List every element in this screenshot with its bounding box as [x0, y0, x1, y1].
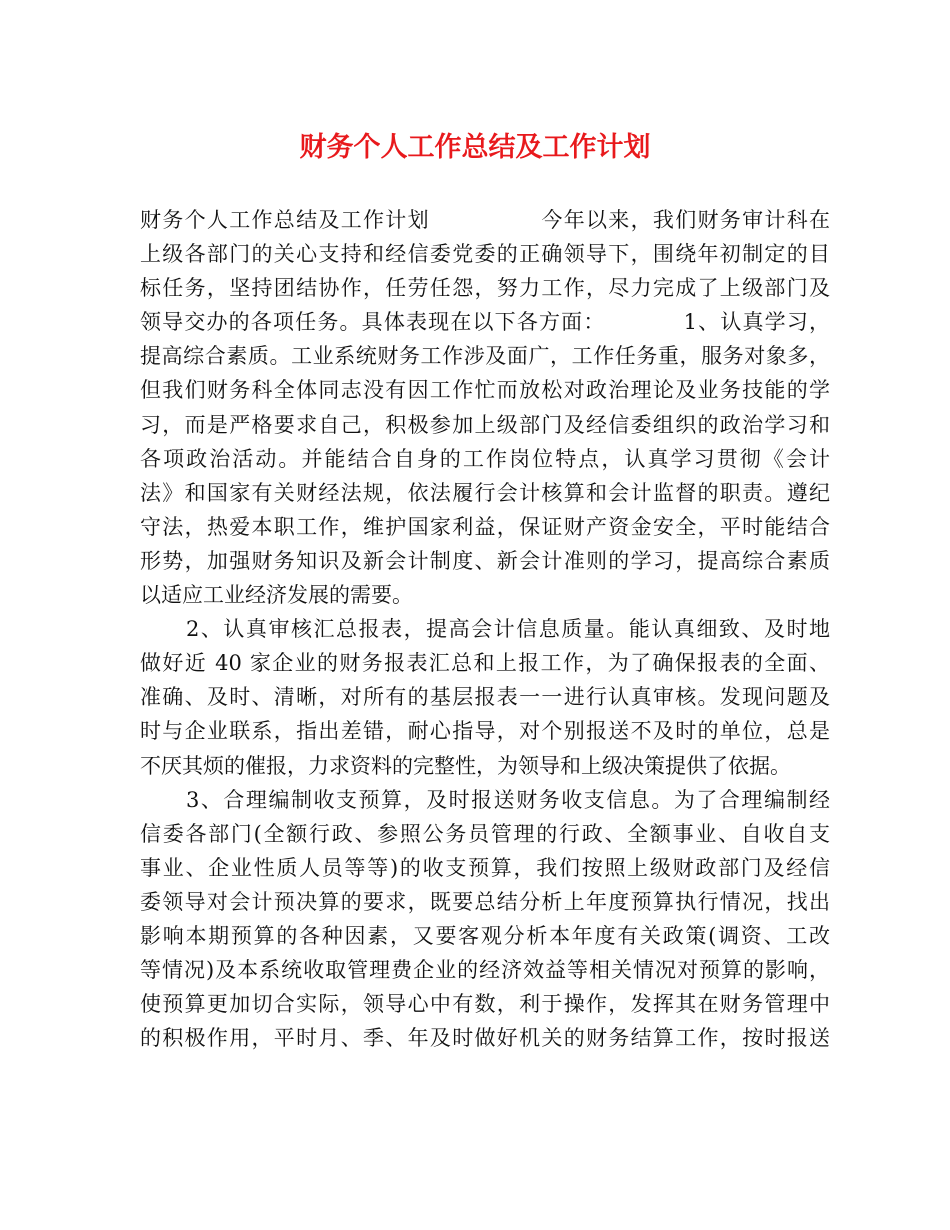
text-line: 影响本期预算的各种因素，又要客观分析本年度有关政策(调资、工改 — [140, 923, 830, 948]
text-line: 等情况)及本系统收取管理费企业的经济效益等相关情况对预算的影响， — [140, 958, 830, 983]
text-line: 提高综合素质。工业系统财务工作涉及面广，工作任务重，服务对象多， — [140, 344, 830, 369]
paragraph-intro — [140, 203, 830, 612]
text-line: 习，而是严格要求自己，积极参加上级部门及经信委组织的政治学习和 — [140, 412, 830, 437]
text-line: 时与企业联系，指出差错，耐心指导，对个别报送不及时的单位，总是 — [140, 719, 830, 744]
text-line: 信委各部门(全额行政、参照公务员管理的行政、全额事业、自收自支 — [140, 821, 830, 846]
text-line: 领导交办的各项任务。具体表现在以下各方面： 1、认真学习， — [140, 310, 830, 335]
text-line: 3、合理编制收支预算，及时报送财务收支信息。为了合理编制经 — [186, 787, 830, 812]
text-line: 形势，加强财务知识及新会计制度、新会计准则的学习，提高综合素质 — [140, 548, 830, 573]
text-line: 使预算更加切合实际，领导心中有数，利于操作，发挥其在财务管理中 — [140, 992, 830, 1017]
text-line: 的积极作用，平时月、季、年及时做好机关的财务结算工作，按时报送 — [140, 1026, 830, 1051]
paragraph-item-3 — [140, 783, 830, 1056]
text-line: 财务个人工作总结及工作计划 今年以来，我们财务审计科在 — [140, 208, 830, 232]
text-line: 准确、及时、清晰，对所有的基层报表一一进行认真审核。发现问题及 — [140, 685, 830, 710]
text-line: 事业、企业性质人员等等)的收支预算，我们按照上级财政部门及经信 — [140, 855, 830, 880]
text-line: 以适应工业经济发展的需要。 — [140, 583, 413, 608]
text-line: 但我们财务科全体同志没有因工作忙而放松对政治理论及业务技能的学 — [140, 378, 830, 403]
text-line: 做好近 40 家企业的财务报表汇总和上报工作，为了确保报表的全面、 — [140, 651, 830, 676]
text-line: 法》和国家有关财经法规，依法履行会计核算和会计监督的职责。遵纪 — [140, 480, 830, 505]
document-title: 财务个人工作总结及工作计划 — [299, 132, 651, 163]
text-line: 守法，热爱本职工作，维护国家利益，保证财产资金安全，平时能结合 — [140, 514, 830, 539]
text-line: 上级各部门的关心支持和经信委党委的正确领导下，围绕年初制定的目 — [140, 242, 830, 267]
text-line: 委领导对会计预决算的要求，既要总结分析上年度预算执行情况，找出 — [140, 889, 830, 914]
text-line: 各项政治活动。并能结合自身的工作岗位特点，认真学习贯彻《会计 — [140, 446, 830, 471]
document-body — [140, 203, 830, 1055]
paragraph-item-2 — [140, 612, 830, 782]
text-line: 2、认真审核汇总报表，提高会计信息质量。能认真细致、及时地 — [186, 617, 830, 642]
text-line: 不厌其烦的催报，力求资料的完整性，为领导和上级决策提供了依据。 — [140, 753, 791, 778]
text-line: 标任务，坚持团结协作，任劳任怨，努力工作，尽力完成了上级部门及 — [140, 276, 830, 301]
